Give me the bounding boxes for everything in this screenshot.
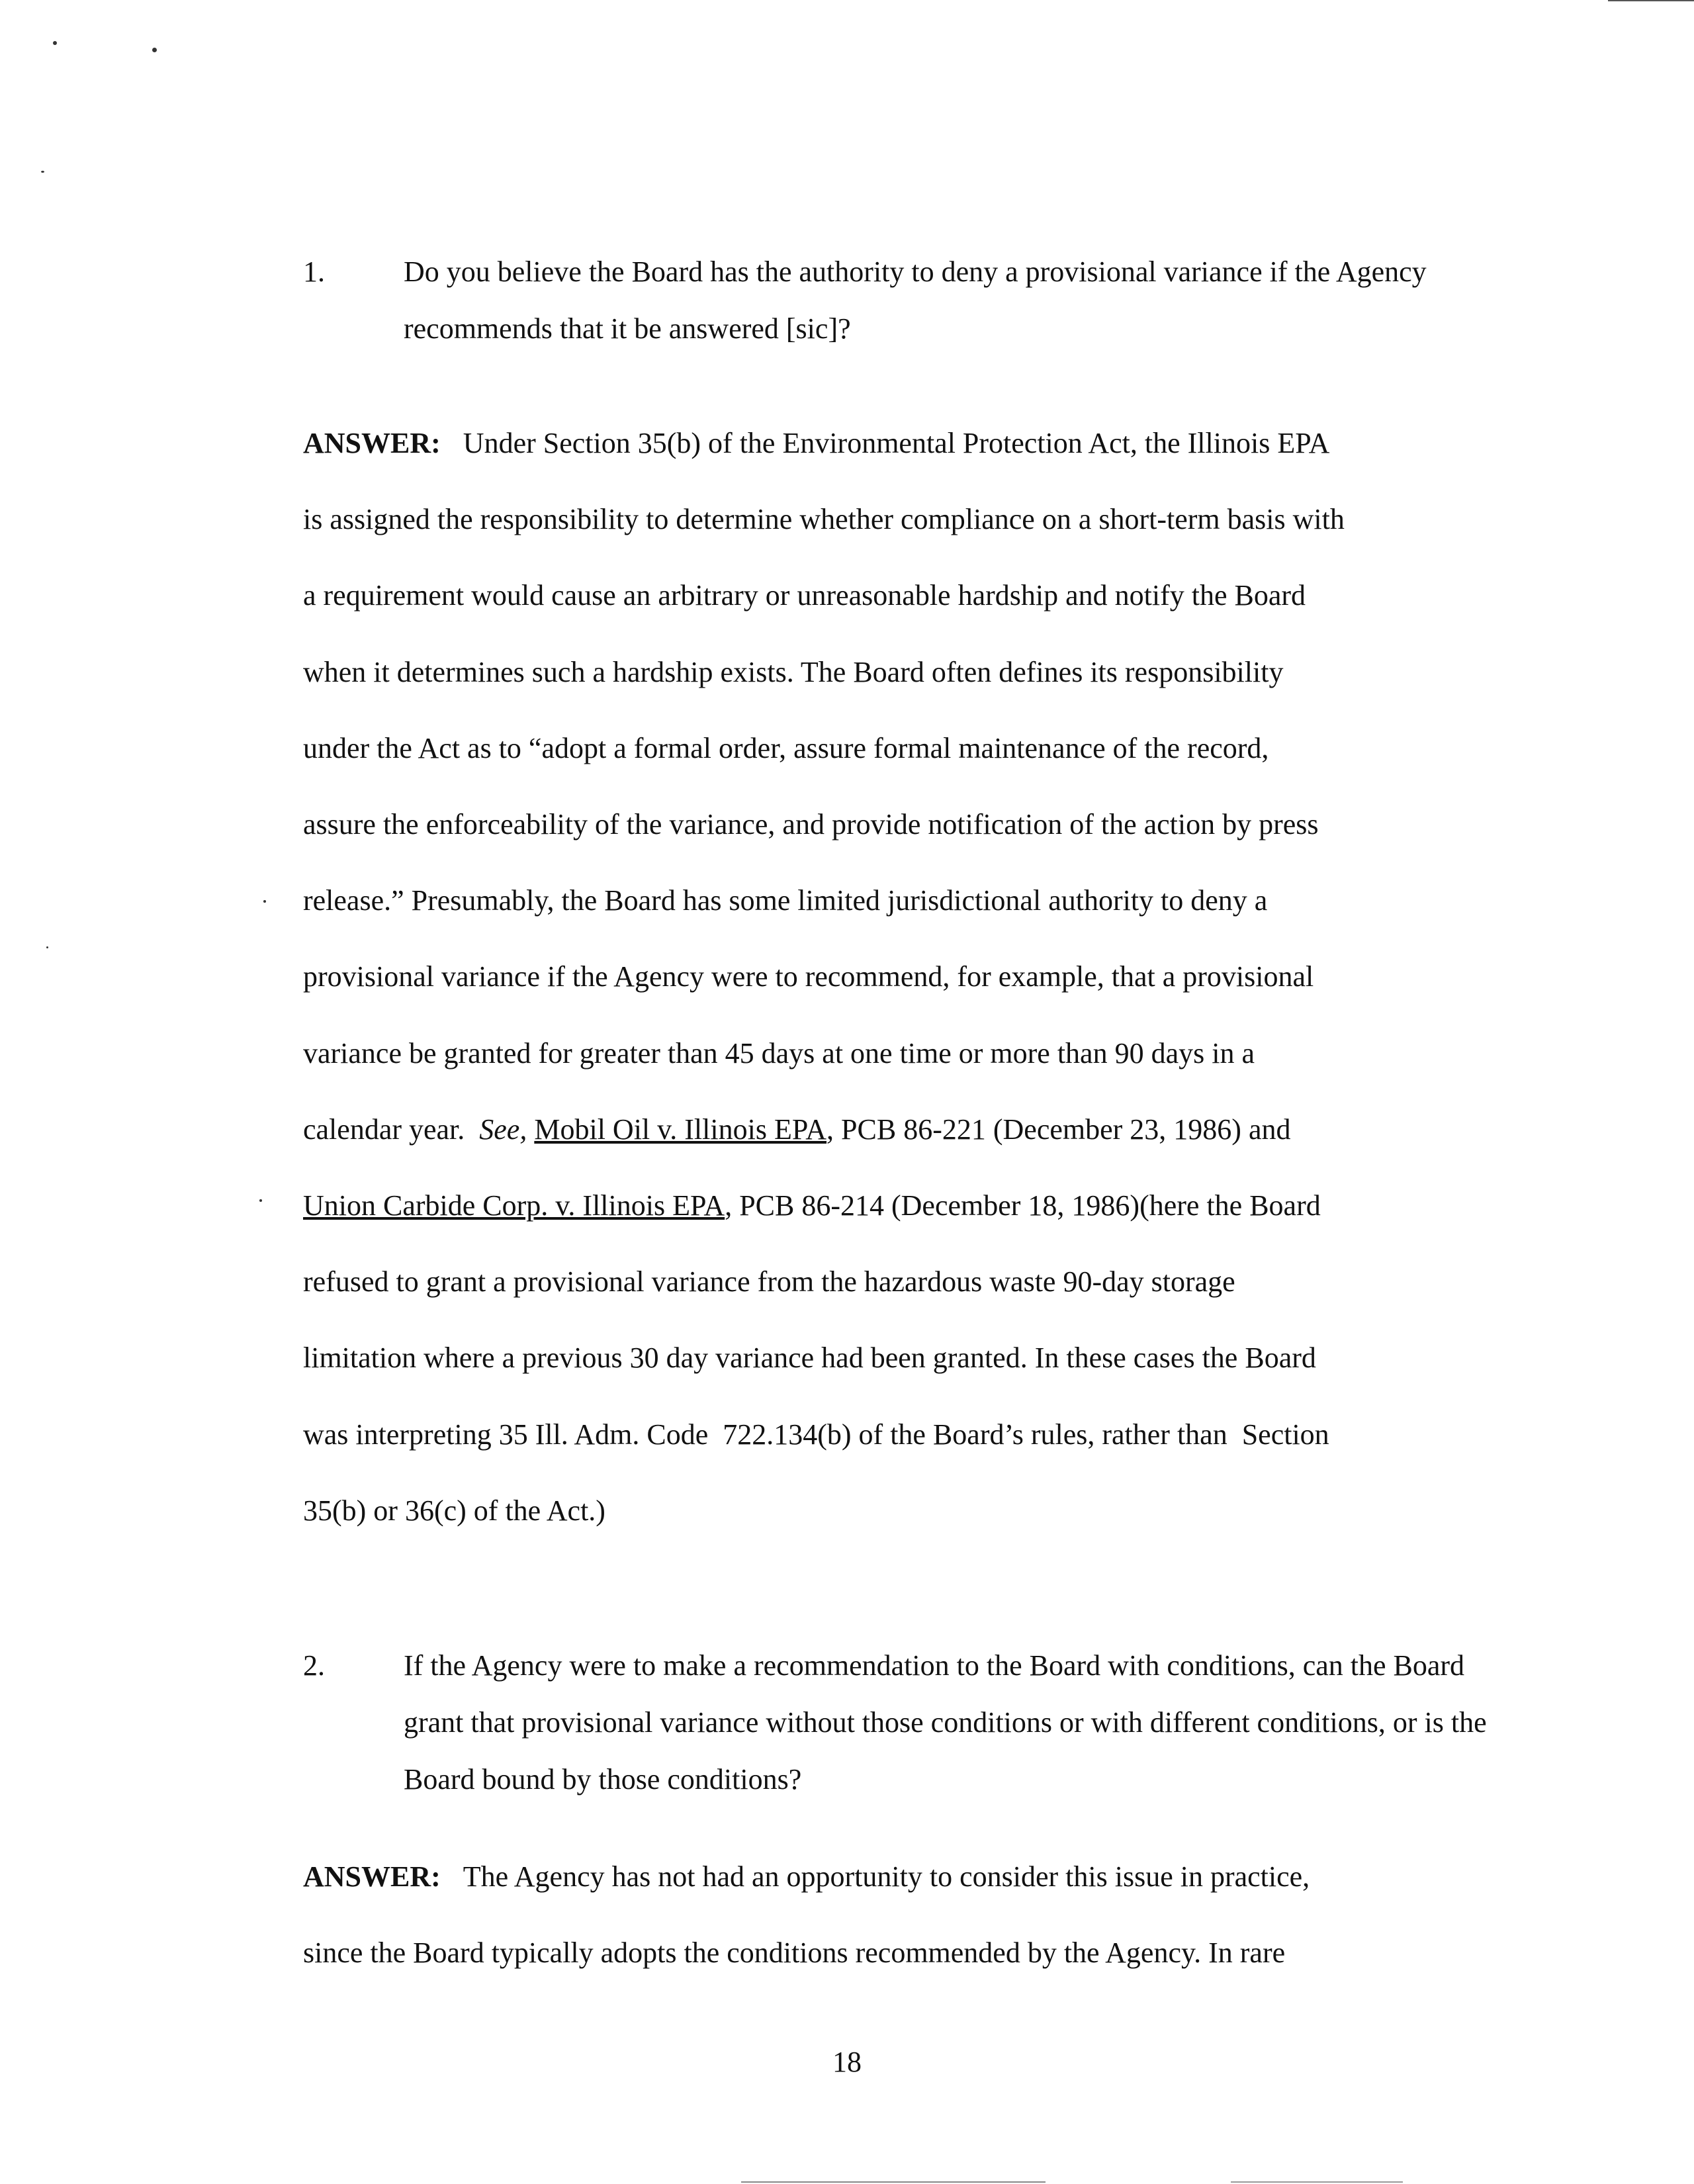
scan-speck [263,900,266,903]
case-citation-union-carbide: Union Carbide Corp. v. Illinois EPA [303,1189,725,1222]
scan-speck [41,171,44,173]
answer-1-line-10-end: , PCB 86-221 (December 23, 1986) and [826,1113,1291,1146]
answer-1-line-6: assure the enforceability of the variance, and provide notification of the action by press [303,808,1319,841]
answer-1-line-1-text: Under Section 35(b) of the Environmental Protection Act, the Illinois EPA [463,427,1330,459]
answer-1-line-2: is assigned the responsibility to determine whether compliance on a short-term basis with [303,503,1345,536]
scan-speck [152,48,157,52]
answer-1-line-5: under the Act as to “adopt a formal order, assure formal maintenance of the record, [303,731,1269,764]
answer-1-line-7: release.” Presumably, the Board has some limited jurisdictional authority to deny a [303,884,1268,917]
answer-1-label: ANSWER: [303,427,441,459]
answer-1-line-12: refused to grant a provisional variance from the hazardous waste 90-day storage [303,1265,1235,1298]
answer-2-line-2: since the Board typically adopts the conditions recommended by the Agency. In rare [303,1936,1286,1970]
answer-1-line-11 [303,1167,1514,1244]
answer-2-line-1 [303,1839,1514,1915]
question-2-text: If the Agency were to make a recommendation to the Board with conditions, can the Board grant that provisional variance without those conditions or with different conditions, or is the Board bound by those conditions? [404,1649,1487,1796]
answer-1-line-8: provisional variance if the Agency were to recommend, for example, that a provisional [303,960,1314,993]
answer-1-line-11-end: , PCB 86-214 (December 18, 1986)(here the Board [725,1189,1321,1222]
answer-1-line-10-start: calendar year. [303,1113,480,1146]
answer-1-line-15: 35(b) or 36(c) of the Act.) [303,1494,605,1527]
answer-1-line-3: a requirement would cause an arbitrary or unreasonable hardship and notify the Board [303,579,1306,612]
scan-speck [53,41,57,45]
answer-2-line-1-text: The Agency has not had an opportunity to consider this issue in practice, [463,1860,1310,1893]
scan-edge-line [741,2181,1046,2183]
scan-edge-line [1608,0,1694,1]
answer-1 [303,405,1514,1549]
scan-speck [46,946,48,948]
answer-1-line-9: variance be granted for greater than 45 days at one time or more than 90 days in a [303,1036,1255,1069]
scan-speck [259,1199,262,1202]
answer-2 [303,1839,1514,1991]
answer-1-line-10 [303,1091,1514,1167]
question-1-text: Do you believe the Board has the authority to deny a provisional variance if the Agency recommends that it be answered [sic]? [404,255,1427,345]
answer-1-line-4: when it determines such a hardship exists. The Board often defines its responsibility [303,655,1284,688]
scan-edge-line [1231,2181,1403,2183]
answer-2-label: ANSWER: [303,1860,441,1893]
answer-1-line-13: limitation where a previous 30 day variance had been granted. In these cases the Board [303,1342,1316,1375]
case-citation-mobil-oil: Mobil Oil v. Illinois EPA [534,1113,827,1146]
question-1-number: 1. [303,255,325,288]
see-signal: See, [479,1113,527,1146]
answer-1-line-1 [303,405,1514,481]
answer-1-line-14: was interpreting 35 Ill. Adm. Code 722.134(b) of the Board’s rules, rather than Section [303,1418,1329,1451]
page-number: 18 [832,2046,862,2078]
question-2-number: 2. [303,1649,325,1682]
